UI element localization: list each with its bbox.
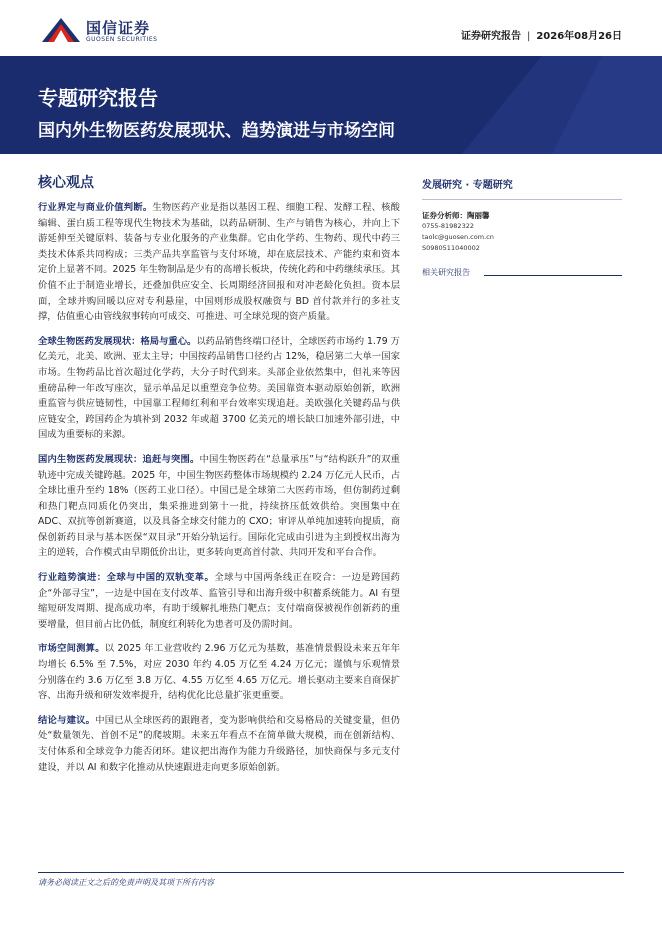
analyst-label: 证券分析师： xyxy=(422,211,467,220)
paragraph-text: 中国已从全球医药的跟跑者，变为影响供给和交易格局的关键变量，但仍处“数量领先、首创不足”的爬坡期。未来五年看点不在简单做大规模，而在创新结构、支付体系和全球竞争力能否闭环。建议把出海作为能力升级路径，加快商保与多元支付建设，并以 AI 和数字化推动从快速跟进走向更多原始创新。 xyxy=(38,714,400,773)
paragraph-domestic-status xyxy=(38,452,400,561)
logo-text-cn: 国信证券 xyxy=(86,19,151,37)
related-reports-rule xyxy=(484,275,622,276)
paragraph-trend-evolution xyxy=(38,570,400,632)
analyst-phone: 0755-81982322 xyxy=(422,222,474,230)
report-subtitle: 国内外生物医药发展现状、趋势演进与市场空间 xyxy=(38,121,395,141)
analyst-name: 陶丽馨 xyxy=(467,211,490,220)
paragraph-lead: 结论与建议。 xyxy=(38,714,96,726)
guosen-logo xyxy=(40,14,166,48)
paragraph-text: 中国生物医药在“总量承压”与“结构跃升”的双重轨迹中完成关键跨越。2025 年，中国生物医药整体市场规模约 2.24 万亿元人民币，占全球比重升至约 18%（医药工业口径）。中国已是全球第二大医药市场，但仿制药过剩和热门靶点同质化仍突出，集采推进到第十一批，持续挤压低效供给。突围集中在 ADC、双抗等创新赛道，以及具备全球交付能力的 CXO；审评从单纯加速转向提质，商保创新药目录与基本医保“双目录”开始分轨运行。国际化完成由引进为主到授权出海为主的逆转，合作模式由早期低价出让，更多转向更高首付款、共同开发和平台合作。 xyxy=(38,453,400,559)
report-title: 专题研究报告 xyxy=(38,86,158,110)
title-banner xyxy=(0,56,662,154)
paragraph-lead: 市场空间测算。 xyxy=(38,643,105,655)
analyst-license: S0980511040002 xyxy=(422,244,480,252)
paragraph-lead: 行业趋势演进：全球与中国的双轨变革。 xyxy=(38,572,215,584)
paragraph-industry-definition xyxy=(38,200,400,325)
related-reports-label: 相关研究报告 xyxy=(422,268,470,277)
analyst-email[interactable]: taolc@guosen.com.cn xyxy=(422,233,494,241)
paragraph-lead: 国内生物医药发展现状：追赶与突围。 xyxy=(38,453,200,465)
meta-separator: | xyxy=(526,31,531,42)
paragraph-lead: 全球生物医药发展现状：格局与重心。 xyxy=(38,335,197,347)
banner-decoration xyxy=(402,56,662,154)
paragraph-global-status xyxy=(38,334,400,443)
paragraph-text: 生物医药产业是指以基因工程、细胞工程、发酵工程、核酸编辑、蛋白质工程等现代生物技术为基础，以药品研制、生产与销售为核心，并向上下游延伸至关键原料、装备与专业化服务的产业集群。它由化学药、生物药、现代中药三类技术体系共同构成；三类产品共享监管与支付环境，却在底层技术、产能约束和资本定价上显著不同。2025 年生物制品是少有的高增长板块，传统化药和中药继续承压。其价值不止于制造业增长，还叠加供应安全、长周期经济回报和对冲老龄化负担。资本层面，全球并购回暖以应对专利悬崖，中国则形成股权融资与 BD 首付款并行的多社支撑，估值重心由管线叙事转向可成交、可推进、可全球兑现的资产质量。 xyxy=(38,202,400,323)
paragraph-conclusion xyxy=(38,713,400,775)
related-reports xyxy=(422,267,622,278)
disclaimer-link[interactable]: 请务必阅读正文之后的免责声明及其项下所有内容 xyxy=(38,878,214,887)
core-title: 核心观点 xyxy=(38,175,94,191)
paragraph-lead: 行业界定与商业价值判断。 xyxy=(38,202,153,213)
analyst-line xyxy=(422,210,622,221)
report-category: 发展研究 · 专题研究 xyxy=(422,180,513,191)
sidebar-divider xyxy=(422,199,622,200)
logo-text-en: GUOSEN SECURITIES xyxy=(86,36,158,43)
paragraph-text: 以药品销售终端口径计，全球医药市场约 1.79 万亿美元，北美、欧洲、亚太主导；中国按药品销售口径约占 12%，稳居第二大单一国家市场。生物药品比首次超过化学药，大分子时代到来。头部企业依然集中，但礼来等因重磅品种一年改写座次，显示单品足以重塑竞争位势。美国靠资本驱动原始创新，欧洲重监管与供应链韧性，中国靠工程师红利和平台效率实现追赶。美欧强化关键药品与供应链安全，跨国药企为填补到 2032 年或超 3700 亿美元的增长缺口加速外部引进，中国成为重要标的来源。 xyxy=(38,335,400,441)
report-date: 2026年08月26日 xyxy=(536,31,622,42)
footer-rule xyxy=(38,872,624,873)
logo-mark-icon xyxy=(40,16,82,46)
core-viewpoints xyxy=(38,172,400,784)
paragraph-market-size xyxy=(38,641,400,703)
document-meta xyxy=(461,27,622,42)
report-sidebar xyxy=(422,172,622,278)
paragraph-text: 全球与中国两条线正在咬合：一边是跨国药企“外部寻宝”，一边是中国在支付改革、监管引导和出海升级中积蓄系统能力。AI 有望缩短研发周期、提高成功率，有助于缓解扎堆热门靶点；支付端商保被视作创新药的重要增量，但目前占比仍低，制度红利转化为患者可及仍需时间。 xyxy=(38,572,400,630)
paragraph-text: 以 2025 年工业营收约 2.96 万亿元为基数，基准情景假设未来五年年均增长 6.5% 至 7.5%，对应 2030 年约 4.05 万亿至 4.24 万亿元；谨慎与乐观情景分别落在约 3.6 万亿至 3.8 万亿、4.55 万亿至 4.65 万亿元。增长驱动主要来自商保扩容、出海升级和研发效率提升，结构优化比总量扩张更重要。 xyxy=(38,643,400,702)
report-type: 证券研究报告 xyxy=(460,31,521,42)
